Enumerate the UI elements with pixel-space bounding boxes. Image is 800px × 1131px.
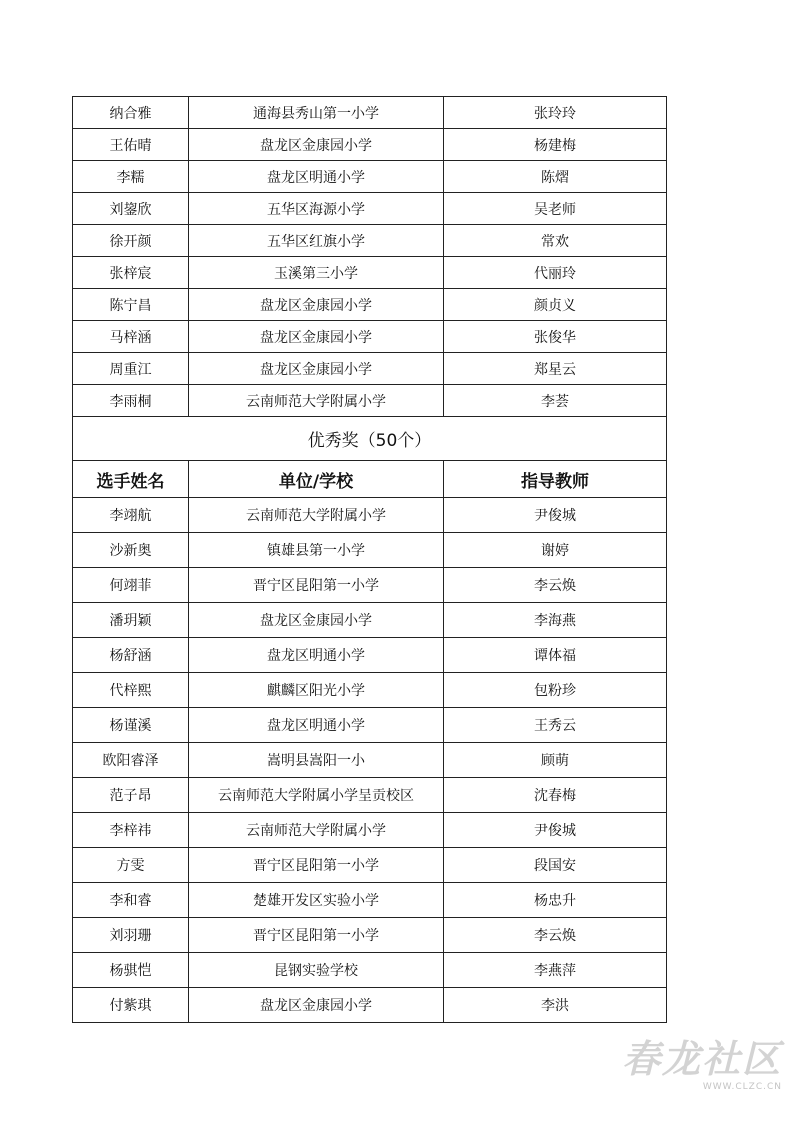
cell-teacher: 吴老师 (444, 193, 667, 225)
cell-teacher: 李荟 (444, 385, 667, 417)
table-row (73, 129, 667, 161)
cell-school: 楚雄开发区实验小学 (189, 883, 444, 918)
table-header-row (73, 461, 667, 498)
cell-school: 玉溪第三小学 (189, 257, 444, 289)
cell-school: 嵩明县嵩阳一小 (189, 743, 444, 778)
cell-teacher: 李洪 (444, 988, 667, 1023)
bottom-rows-body (73, 498, 667, 1023)
table-row (73, 848, 667, 883)
table-row (73, 225, 667, 257)
cell-teacher: 尹俊城 (444, 498, 667, 533)
cell-name: 李翊航 (73, 498, 189, 533)
section-title: 优秀奖（50个） (73, 417, 667, 461)
cell-school: 云南师范大学附属小学 (189, 498, 444, 533)
cell-teacher: 沈春梅 (444, 778, 667, 813)
cell-teacher: 张玲玲 (444, 97, 667, 129)
cell-name: 李梓祎 (73, 813, 189, 848)
cell-school: 盘龙区金康园小学 (189, 353, 444, 385)
cell-school: 云南师范大学附属小学呈贡校区 (189, 778, 444, 813)
table-row (73, 533, 667, 568)
table-row (73, 498, 667, 533)
cell-school: 镇雄县第一小学 (189, 533, 444, 568)
cell-school: 五华区红旗小学 (189, 225, 444, 257)
cell-school: 通海县秀山第一小学 (189, 97, 444, 129)
cell-name: 杨舒涵 (73, 638, 189, 673)
cell-name: 方雯 (73, 848, 189, 883)
header-teacher: 指导教师 (444, 461, 667, 498)
watermark-logo: 春龙社区 (621, 1036, 782, 1081)
cell-school: 麒麟区阳光小学 (189, 673, 444, 708)
cell-name: 范子昂 (73, 778, 189, 813)
table-row (73, 953, 667, 988)
cell-teacher: 杨建梅 (444, 129, 667, 161)
cell-name: 沙新奥 (73, 533, 189, 568)
cell-teacher: 谢婷 (444, 533, 667, 568)
table-row (73, 778, 667, 813)
table-row (73, 743, 667, 778)
watermark-url: WWW.CLZC.CN (702, 1082, 782, 1092)
award-table (72, 96, 667, 1023)
cell-name: 徐开颜 (73, 225, 189, 257)
section-title-row (73, 417, 667, 461)
cell-school: 五华区海源小学 (189, 193, 444, 225)
table-row (73, 918, 667, 953)
table-row (73, 289, 667, 321)
cell-school: 盘龙区明通小学 (189, 638, 444, 673)
cell-name: 李糯 (73, 161, 189, 193)
cell-teacher: 谭体福 (444, 638, 667, 673)
cell-name: 马梓涵 (73, 321, 189, 353)
cell-teacher: 李云焕 (444, 918, 667, 953)
cell-school: 晋宁区昆阳第一小学 (189, 568, 444, 603)
cell-school: 盘龙区金康园小学 (189, 603, 444, 638)
table-row (73, 353, 667, 385)
cell-name: 代梓熙 (73, 673, 189, 708)
cell-school: 昆钢实验学校 (189, 953, 444, 988)
cell-name: 杨谨溪 (73, 708, 189, 743)
cell-school: 盘龙区明通小学 (189, 161, 444, 193)
table-row (73, 673, 667, 708)
table-row (73, 708, 667, 743)
cell-school: 晋宁区昆阳第一小学 (189, 848, 444, 883)
section-title-body (73, 417, 667, 461)
table-row (73, 161, 667, 193)
cell-school: 云南师范大学附属小学 (189, 813, 444, 848)
cell-teacher: 颜贞义 (444, 289, 667, 321)
header-school: 单位/学校 (189, 461, 444, 498)
cell-name: 陈宁昌 (73, 289, 189, 321)
header-body (73, 461, 667, 498)
cell-name: 周重江 (73, 353, 189, 385)
cell-teacher: 李燕萍 (444, 953, 667, 988)
cell-teacher: 杨忠升 (444, 883, 667, 918)
table-row (73, 603, 667, 638)
cell-school: 盘龙区金康园小学 (189, 289, 444, 321)
table-row (73, 813, 667, 848)
cell-name: 张梓宸 (73, 257, 189, 289)
cell-teacher: 常欢 (444, 225, 667, 257)
top-rows-body (73, 97, 667, 417)
cell-teacher: 李海燕 (444, 603, 667, 638)
table-row (73, 257, 667, 289)
table-row (73, 988, 667, 1023)
cell-school: 晋宁区昆阳第一小学 (189, 918, 444, 953)
cell-teacher: 王秀云 (444, 708, 667, 743)
cell-school: 云南师范大学附属小学 (189, 385, 444, 417)
cell-teacher: 包粉珍 (444, 673, 667, 708)
cell-teacher: 郑星云 (444, 353, 667, 385)
cell-name: 李和睿 (73, 883, 189, 918)
table-row (73, 883, 667, 918)
cell-name: 王佑晴 (73, 129, 189, 161)
cell-name: 欧阳睿泽 (73, 743, 189, 778)
cell-name: 潘玥颖 (73, 603, 189, 638)
cell-name: 李雨桐 (73, 385, 189, 417)
cell-name: 杨骐恺 (73, 953, 189, 988)
cell-school: 盘龙区金康园小学 (189, 129, 444, 161)
cell-name: 纳合雅 (73, 97, 189, 129)
cell-teacher: 张俊华 (444, 321, 667, 353)
cell-name: 何翊菲 (73, 568, 189, 603)
watermark (612, 1037, 782, 1109)
header-name: 选手姓名 (73, 461, 189, 498)
cell-school: 盘龙区金康园小学 (189, 988, 444, 1023)
cell-teacher: 段国安 (444, 848, 667, 883)
table-row (73, 193, 667, 225)
table-row (73, 638, 667, 673)
table-row (73, 385, 667, 417)
cell-school: 盘龙区明通小学 (189, 708, 444, 743)
table-row (73, 97, 667, 129)
cell-teacher: 陈熠 (444, 161, 667, 193)
cell-teacher: 顾萌 (444, 743, 667, 778)
cell-name: 刘羽珊 (73, 918, 189, 953)
cell-teacher: 尹俊城 (444, 813, 667, 848)
table-row (73, 321, 667, 353)
table-row (73, 568, 667, 603)
cell-school: 盘龙区金康园小学 (189, 321, 444, 353)
cell-name: 付紫琪 (73, 988, 189, 1023)
cell-name: 刘鋆欣 (73, 193, 189, 225)
cell-teacher: 代丽玲 (444, 257, 667, 289)
cell-teacher: 李云焕 (444, 568, 667, 603)
